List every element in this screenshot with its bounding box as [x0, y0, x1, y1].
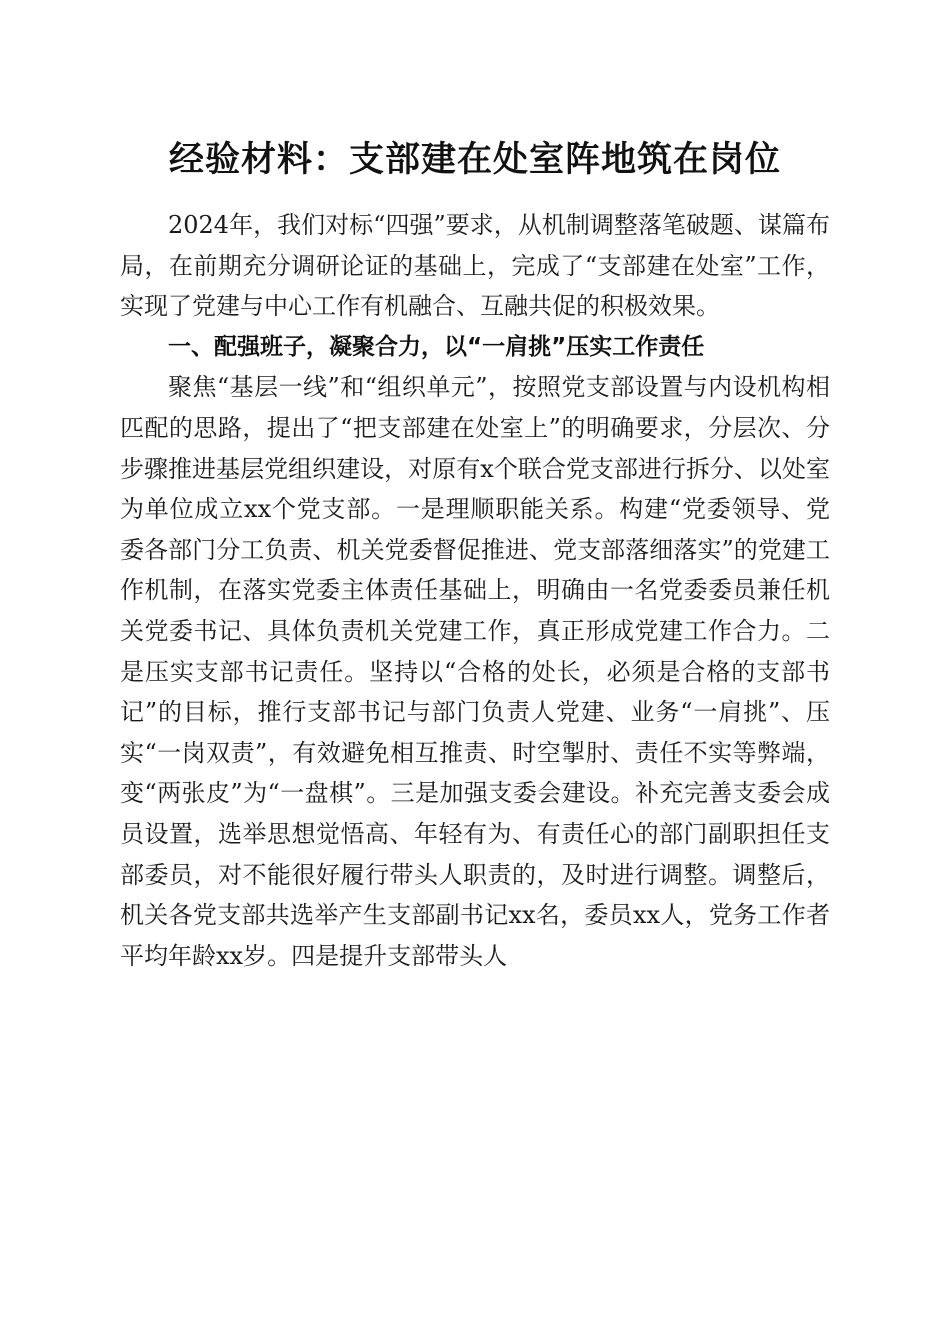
- document-title: 经验材料：支部建在处室阵地筑在岗位: [168, 139, 781, 180]
- section-1-paragraph: 聚焦“基层一线”和“组织单元”，按照党支部设置与内设机构相匹配的思路，提出了“把支部建在处室上”的明确要求，分层次、分步骤推进基层党组织建设，对原有x个联合党支部进行拆分、以处室为单位成立xx个党支部。一是理顺职能关系。构建“党委领导、党委各部门分工负责、机关党委督促推进、党支部落细落实”的党建工作机制，在落实党委主体责任基础上，明确由一名党委委员兼任机关党委书记、具体负责机关党建工作，真正形成党建工作合力。二是压实支部书记责任。坚持以“合格的处长，必须是合格的支部书记”的目标，推行支部书记与部门负责人党建、业务“一肩挑”、压实“一岗双责”，有效避免相互推责、时空掣肘、责任不实等弊端，变“两张皮”为“一盘棋”。三是加强支委会建设。补充完善支委会成员设置，选举思想觉悟高、年轻有为、有责任心的部门副职担任支部委员，对不能很好履行带头人职责的，及时进行调整。调整后，机关各党支部共选举产生支部副书记xx名，委员xx人，党务工作者平均年龄xx岁。四是提升支部带头人: [120, 373, 830, 970]
- section-heading-1: 一、配强班子，凝聚合力，以“一肩挑”压实工作责任: [168, 333, 705, 360]
- document-body: [120, 205, 830, 976]
- intro-paragraph: 2024年，我们对标“四强”要求，从机制调整落笔破题、谋篇布局，在前期充分调研论证的基础上，完成了“支部建在处室”工作，实现了党建与中心工作有机融合、互融共促的积极效果。: [120, 211, 830, 321]
